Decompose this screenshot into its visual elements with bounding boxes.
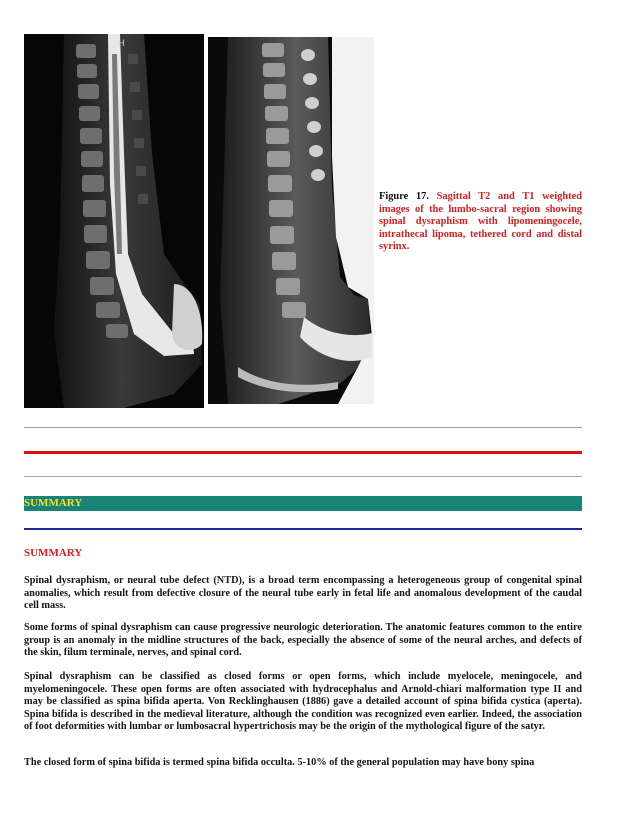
divider-red	[24, 451, 582, 454]
section-bar	[24, 496, 582, 511]
mri-t2-image	[24, 34, 204, 408]
section-bar-title[interactable]: SUMMARY	[24, 497, 83, 509]
caption-label: Figure 17.	[379, 191, 429, 202]
divider-navy	[24, 528, 582, 530]
summary-heading: SUMMARY	[24, 547, 83, 559]
orientation-marker: H	[118, 38, 125, 48]
summary-paragraph-2: Some forms of spinal dysraphism can cause progressive neurologic deterioration. The anatomic features common to the entire group is an anomaly in the midline structures of the back, especially the absence of some of the neural arches, and defects of the skin, filum terminale, nerves, and spinal cord.	[24, 622, 582, 659]
caption-text: Sagittal T2 and T1 weighted images of the lumbo-sacral region showing spinal dysraphism with lipomeningocele, intrathecal lipoma, tethered cord and distal syrinx.	[379, 191, 582, 253]
divider-gray-bottom	[24, 476, 582, 477]
summary-paragraph-3: Spinal dysraphism can be classified as closed forms or open forms, which include myelocele, meningocele, and myelomeningocele. These open forms are often associated with hydrocephalus and Arnold-chiari malformation type II and may be classified as spina bifida aperta. Von Recklinghausen (1886) gave a detailed account of spina bifida cystica (aperta). Spina bifida is described in the medieval literature, although the condition was recognized even earlier. Indeed, the association of foot deformities with lumbar or lumbosacral hypertrichosis may be the origin of the mythological figure of the satyr.	[24, 671, 582, 733]
summary-paragraph-4: The closed form of spina bifida is termed spina bifida occulta. 5-10% of the general population may have bony spina	[24, 757, 535, 768]
divider-gray-top	[24, 427, 582, 428]
summary-paragraph-1: Spinal dysraphism, or neural tube defect (NTD), is a broad term encompassing a heterogeneous group of congenital spinal anomalies, which result from defective closure of the neural tube early in fetal life and anomalous development of the caudal cell mass.	[24, 575, 582, 612]
figure-caption	[379, 191, 582, 254]
mri-t1-image	[208, 37, 374, 404]
